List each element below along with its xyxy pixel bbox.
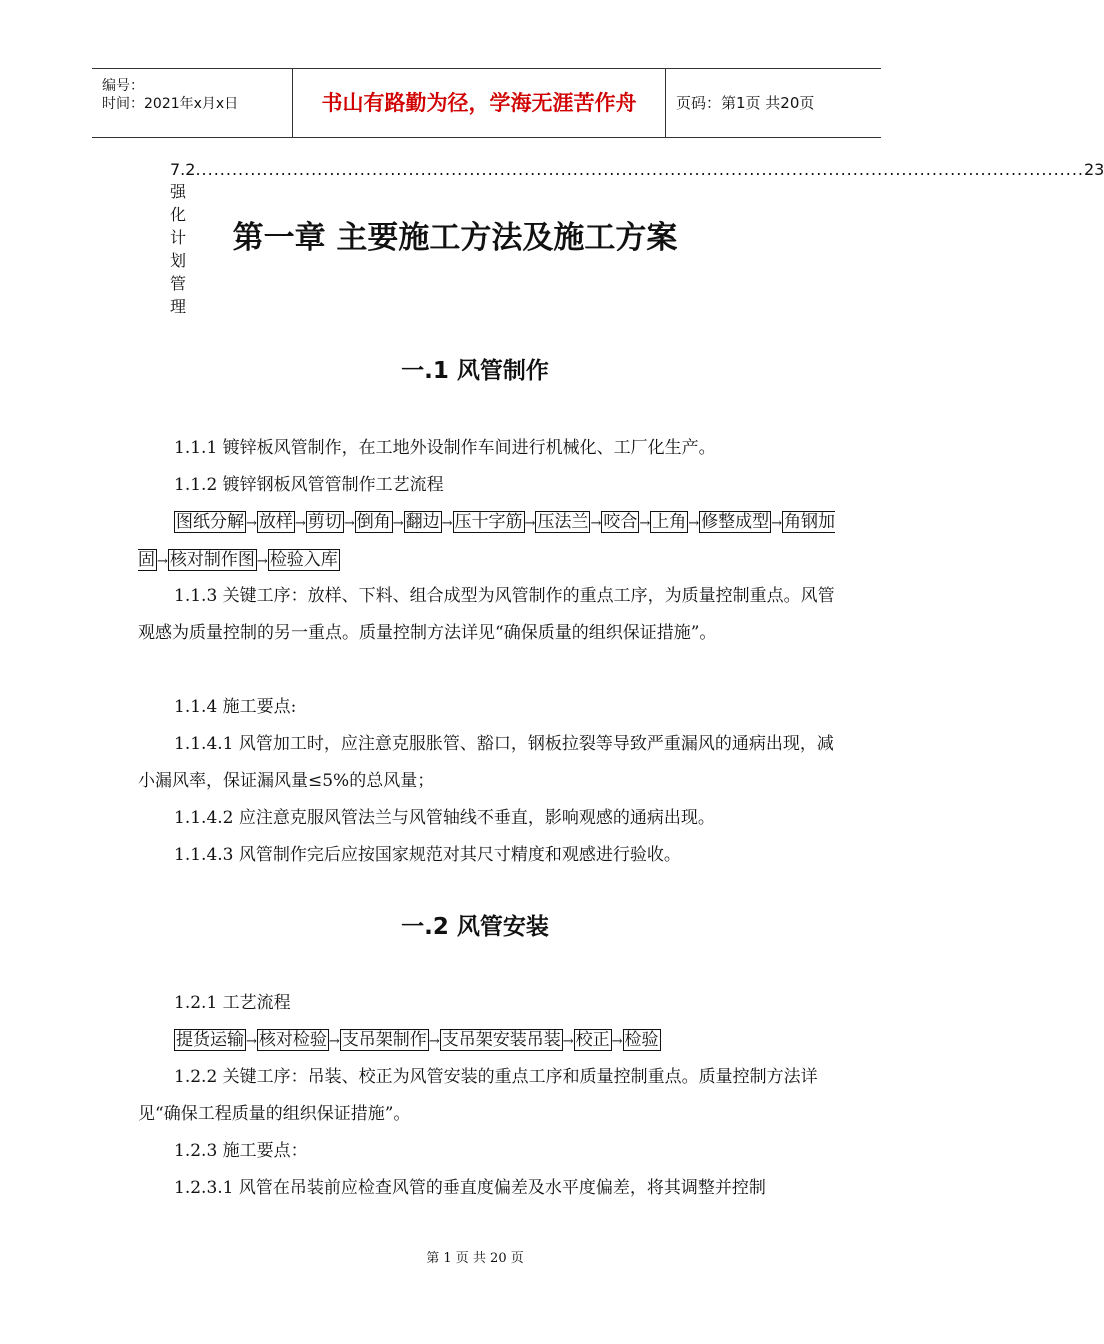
time-label: 时间：2021年x月x日 xyxy=(102,96,239,112)
arrow-icon: → xyxy=(562,1034,574,1049)
flow-step: 支吊架制作 xyxy=(341,1030,427,1050)
arrow-icon: → xyxy=(294,516,306,531)
paragraph-1-1-4: 1.1.4 施工要点: xyxy=(174,697,297,717)
process-flow-1 xyxy=(138,504,838,580)
header-motto: 书山有路勤为径，学海无涯苦作舟 xyxy=(293,69,666,137)
arrow-icon: → xyxy=(256,554,268,569)
paragraph-1-1-4-2: 1.1.4.2 应注意克服风管法兰与风管轴线不垂直，影响观感的通病出现。 xyxy=(174,808,715,828)
arrow-icon: → xyxy=(771,516,783,531)
flow-step: 检验 xyxy=(624,1030,659,1050)
process-flow-2 xyxy=(138,1022,838,1060)
paragraph-1-1-4-3: 1.1.4.3 风管制作完后应按国家规范对其尺寸精度和观感进行验收。 xyxy=(174,845,681,865)
arrow-icon: → xyxy=(343,516,355,531)
header-page-info: 页码：第1页 共20页 xyxy=(676,94,815,112)
flow-step: 咬合 xyxy=(603,512,638,532)
arrow-icon: → xyxy=(639,516,651,531)
paragraph-1-2-1: 1.2.1 工艺流程 xyxy=(174,993,291,1013)
arrow-icon: → xyxy=(590,516,602,531)
flow-step: 检验入库 xyxy=(269,550,338,570)
flow-step: 支吊架安装吊装 xyxy=(441,1030,561,1050)
paragraph-1-1-1: 1.1.1 镀锌板风管制作，在工地外设制作车间进行机械化、工厂化生产。 xyxy=(174,438,716,458)
flow-step: 剪切 xyxy=(307,512,342,532)
paragraph-1-1-2: 1.1.2 镀锌钢板风管管制作工艺流程 xyxy=(174,475,444,495)
arrow-icon: → xyxy=(611,1034,623,1049)
flow-step: 放样 xyxy=(258,512,293,532)
arrow-icon: → xyxy=(157,554,168,569)
arrow-icon: → xyxy=(428,1034,440,1049)
header-meta-cell xyxy=(92,69,293,137)
toc-label: 7.2 强化计划管理 xyxy=(170,160,196,316)
flow-step: 校正 xyxy=(575,1030,610,1050)
section-title-2: 一.2 风管安装 xyxy=(401,914,549,940)
paragraph-1-2-2: 1.2.2 关键工序：吊装、校正为风管安装的重点工序和质量控制重点。质量控制方法详见“确保工程质量的组织保证措施”。 xyxy=(138,1067,818,1124)
flow-step: 核对制作图 xyxy=(169,550,255,570)
toc-leader: .................................................................................................................................................. xyxy=(195,160,1084,179)
arrow-icon: → xyxy=(246,1034,257,1049)
arrow-icon: → xyxy=(392,516,404,531)
toc-page: 23 xyxy=(1084,160,1104,179)
paragraph-1-2-3: 1.2.3 施工要点： xyxy=(174,1141,308,1161)
page-footer: 第 1 页 共 20 页 xyxy=(426,1251,524,1266)
code-label: 编号： xyxy=(102,78,144,94)
paragraph-1-1-3: 1.1.3 关键工序：放样、下料、组合成型为风管制作的重点工序，为质量控制重点。风管观感为质量控制的另一重点。质量控制方法详见“确保质量的组织保证措施”。 xyxy=(138,586,835,643)
chapter-title: 第一章 主要施工方法及施工方案 xyxy=(232,220,678,256)
arrow-icon: → xyxy=(328,1034,340,1049)
arrow-icon: → xyxy=(524,516,536,531)
arrow-icon: → xyxy=(441,516,453,531)
flow-step: 翻边 xyxy=(405,512,440,532)
flow-step: 角钢加固 xyxy=(138,512,836,570)
flow-step: 核对检验 xyxy=(258,1030,327,1050)
flow-step: 倒角 xyxy=(356,512,391,532)
section-title-1: 一.1 风管制作 xyxy=(401,358,549,384)
flow-step: 压法兰 xyxy=(537,512,589,532)
flow-step: 修整成型 xyxy=(701,512,770,532)
arrow-icon: → xyxy=(246,516,257,531)
flow-step: 压十字筋 xyxy=(454,512,523,532)
paragraph-1-2-3-1: 1.2.3.1 风管在吊装前应检查风管的垂直度偏差及水平度偏差，将其调整并控制 xyxy=(174,1178,766,1198)
page-header xyxy=(92,68,881,138)
flow-step: 提货运输 xyxy=(176,1030,244,1050)
flow-step: 图纸分解 xyxy=(176,512,244,532)
paragraph-1-1-4-1: 1.1.4.1 风管加工时，应注意克服胀管、豁口，钢板拉裂等导致严重漏风的通病出现，减小漏风率，保证漏风量≤5%的总风量； xyxy=(138,734,834,791)
arrow-icon: → xyxy=(688,516,700,531)
flow-step: 上角 xyxy=(652,512,687,532)
